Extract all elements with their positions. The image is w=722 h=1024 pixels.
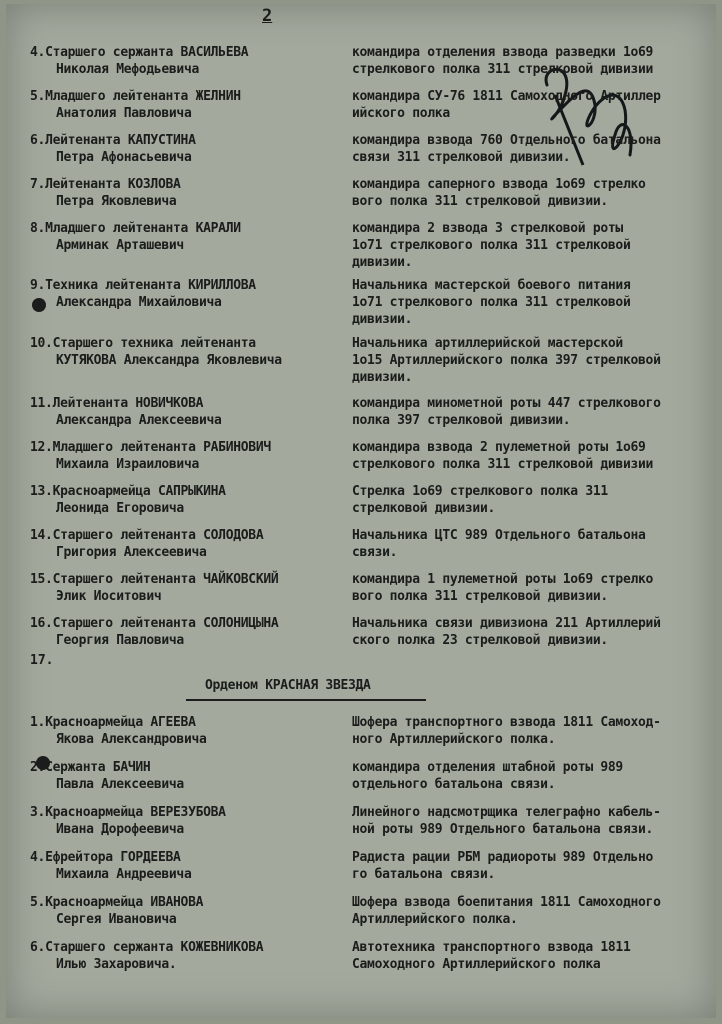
recipient-name — [30, 939, 335, 973]
position-line: командира 2 взвода 3 стрелковой роты — [352, 221, 623, 236]
given-names: Элик Иоситович — [56, 589, 162, 604]
position-line: стрелковой дивизии. — [352, 501, 496, 516]
rank-surname-text: Старшего лейтенанта СОЛОДОВА — [52, 528, 264, 543]
position-description — [352, 176, 717, 210]
recipient-name — [30, 804, 335, 838]
rank-surname — [30, 176, 335, 193]
recipient-name — [30, 439, 335, 473]
position-line: ного Артиллерийского полка. — [352, 732, 556, 747]
rank-surname-text: Младшего лейтенанта КАРАЛИ — [45, 221, 241, 236]
recipient-name — [30, 571, 335, 605]
entry-number: 3. — [30, 805, 46, 820]
position-line: Радиста рации РБМ радиороты 989 Отдельно — [352, 850, 654, 865]
recipient-name — [30, 714, 335, 748]
rank-surname-text: Лейтенанта НОВИЧКОВА — [52, 396, 204, 411]
position-description — [352, 44, 717, 78]
position-line: полка 397 стрелковой дивизии. — [352, 413, 571, 428]
position-line: Шофера транспортного взвода 1811 Самоход- — [352, 715, 661, 730]
rank-surname-text: Лейтенанта КОЗЛОВА — [45, 177, 181, 192]
rank-surname-text: Старшего сержанта ВАСИЛЬЕВА — [45, 45, 249, 60]
rank-surname — [30, 44, 335, 61]
position-line: командира отделения взвода разведки 1о69 — [352, 45, 654, 60]
position-line: отдельного батальона связи. — [352, 777, 556, 792]
position-line: вого полка 311 стрелковой дивизии. — [352, 589, 608, 604]
position-description — [352, 483, 717, 517]
rank-surname-text: Младшего лейтенанта РАБИНОВИЧ — [52, 440, 271, 455]
given-names: Николая Мефодьевича — [56, 62, 200, 77]
rank-surname-text: Старшего лейтенанта ЧАЙКОВСКИЙ — [52, 572, 279, 587]
position-description — [352, 759, 717, 793]
rank-surname-text: Старшего лейтенанта СОЛОНИЦЫНА — [52, 616, 279, 631]
position-line: связи. — [352, 545, 398, 560]
recipient-name — [30, 88, 335, 122]
position-line: командира отделения штабной роты 989 — [352, 760, 623, 775]
rank-surname — [30, 335, 335, 352]
position-line: го батальона связи. — [352, 867, 496, 882]
position-line: Стрелка 1о69 стрелкового полка 311 — [352, 484, 608, 499]
position-line: ийского полка — [352, 106, 450, 121]
given-names: Михаила Андреевича — [56, 867, 192, 882]
position-line: командира СУ-76 1811 Самоходного Артиллер — [352, 89, 661, 104]
rank-surname — [30, 439, 335, 456]
rank-surname-text: Сержанта БАЧИН — [45, 760, 151, 775]
position-line: стрелкового полка 311 стрелковой дивизии — [352, 62, 654, 77]
rank-surname — [30, 759, 335, 776]
rank-surname-text: Ефрейтора ГОРДЕЕВА — [45, 850, 181, 865]
rank-surname-text: Красноармейца САПРЫКИНА — [52, 484, 226, 499]
given-names: Леонида Егоровича — [56, 501, 184, 516]
position-description — [352, 132, 717, 166]
section-heading: Орденом КРАСНАЯ ЗВЕЗДА — [205, 678, 371, 693]
entry-number: 14. — [30, 528, 53, 543]
position-description — [352, 571, 717, 605]
position-line: ной роты 989 Отдельного батальона связи. — [352, 822, 654, 837]
given-names: Петра Афонасьевича — [56, 150, 192, 165]
position-description — [352, 527, 717, 561]
rank-surname — [30, 571, 335, 588]
position-description — [352, 335, 717, 386]
entry-number: 13. — [30, 484, 53, 499]
recipient-name — [30, 483, 335, 517]
entry-number: 4. — [30, 850, 46, 865]
position-line: Линейного надсмотрщика телеграфно кабель- — [352, 805, 661, 820]
entry-number: 10. — [30, 336, 53, 351]
rank-surname-text: Старшего сержанта КОЖЕВНИКОВА — [45, 940, 264, 955]
position-line: Начальника связи дивизиона 211 Артиллерий — [352, 616, 661, 631]
rank-surname — [30, 894, 335, 911]
position-description — [352, 714, 717, 748]
recipient-name — [30, 44, 335, 78]
entry-number: 11. — [30, 396, 53, 411]
rank-surname — [30, 804, 335, 821]
rank-surname — [30, 849, 335, 866]
position-line: командира взвода 760 Отдельного батальона — [352, 133, 661, 148]
given-names: Михаила Израиловича — [56, 457, 200, 472]
entry-number: 8. — [30, 221, 46, 236]
position-line: командира 1 пулеметной роты 1о69 стрелко — [352, 572, 654, 587]
recipient-name — [30, 615, 335, 649]
position-line: ского полка 23 стрелковой дивизии. — [352, 633, 608, 648]
given-names: КУТЯКОВА Александра Яковлевича — [56, 353, 282, 368]
entry-number: 9. — [30, 278, 46, 293]
given-names: Якова Александровича — [56, 732, 207, 747]
entry-number: 12. — [30, 440, 53, 455]
position-line: командира саперного взвода 1о69 стрелко — [352, 177, 646, 192]
given-names: Александра Алексеевича — [56, 413, 222, 428]
rank-surname-text: Красноармейца АГЕЕВА — [45, 715, 196, 730]
position-line: Шофера взвода боепитания 1811 Самоходного — [352, 895, 661, 910]
position-line: Самоходного Артиллерийского полка — [352, 957, 601, 972]
recipient-name — [30, 132, 335, 166]
rank-surname — [30, 483, 335, 500]
page-number: 2 — [262, 6, 273, 26]
given-names: Арминак Арташевич — [56, 238, 184, 253]
rank-surname-text: Красноармейца ИВАНОВА — [45, 895, 204, 910]
rank-surname-text: Младшего лейтенанта ЖЕЛНИН — [45, 89, 241, 104]
rank-surname — [30, 88, 335, 105]
rank-surname — [30, 714, 335, 731]
position-line: связи 311 стрелковой дивизии. — [352, 150, 571, 165]
rank-surname-text: Лейтенанта КАПУСТИНА — [45, 133, 196, 148]
recipient-name — [30, 335, 335, 369]
given-names: Григория Алексеевича — [56, 545, 207, 560]
entry-number: 15. — [30, 572, 53, 587]
given-names: Петра Яковлевича — [56, 194, 177, 209]
position-line: дивизии. — [352, 255, 413, 270]
position-line: Начальника артиллерийской мастерской — [352, 336, 623, 351]
position-line: Начальника ЦТС 989 Отдельного батальона — [352, 528, 646, 543]
position-description — [352, 615, 717, 649]
rank-surname-text: Техника лейтенанта КИРИЛЛОВА — [45, 278, 256, 293]
rank-surname — [30, 277, 335, 294]
position-description — [352, 849, 717, 883]
position-line: командира минометной роты 447 стрелкового — [352, 396, 661, 411]
position-line: дивизии. — [352, 370, 413, 385]
recipient-name — [30, 849, 335, 883]
recipient-name — [30, 176, 335, 210]
position-description — [352, 894, 717, 928]
recipient-name — [30, 395, 335, 429]
heading-underline — [186, 699, 426, 701]
rank-surname — [30, 939, 335, 956]
entry-number: 7. — [30, 177, 46, 192]
given-names: Ивана Дорофеевича — [56, 822, 184, 837]
given-names: Сергея Ивановича — [56, 912, 177, 927]
entry-number: 4. — [30, 45, 46, 60]
entry-number: 6. — [30, 133, 46, 148]
rank-surname-text: Красноармейца ВЕРЕЗУБОВА — [45, 805, 226, 820]
position-line: вого полка 311 стрелковой дивизии. — [352, 194, 608, 209]
rank-surname — [30, 132, 335, 149]
given-names: Павла Алексеевича — [56, 777, 184, 792]
entry-number-17: 17. — [30, 653, 54, 668]
rank-surname — [30, 527, 335, 544]
recipient-name — [30, 277, 335, 311]
position-description — [352, 439, 717, 473]
recipient-name — [30, 894, 335, 928]
rank-surname — [30, 395, 335, 412]
position-line: 1о71 стрелкового полка 311 стрелковой — [352, 238, 631, 253]
position-line: 1о71 стрелкового полка 311 стрелковой — [352, 295, 631, 310]
position-line: Начальника мастерской боевого питания — [352, 278, 631, 293]
recipient-name — [30, 220, 335, 254]
position-line: дивизии. — [352, 312, 413, 327]
position-line: 1о15 Артиллерийского полка 397 стрелковой — [352, 353, 661, 368]
recipient-name — [30, 759, 335, 793]
given-names: Илью Захаровича. — [56, 957, 177, 972]
given-names: Анатолия Павловича — [56, 106, 192, 121]
entry-number: 1. — [30, 715, 46, 730]
entry-number: 5. — [30, 89, 46, 104]
rank-surname-text: Старшего техника лейтенанта — [52, 336, 256, 351]
entry-number: 16. — [30, 616, 53, 631]
position-line: командира взвода 2 пулеметной роты 1о69 — [352, 440, 646, 455]
rank-surname — [30, 220, 335, 237]
entry-number: 6. — [30, 940, 46, 955]
position-description — [352, 395, 717, 429]
position-description — [352, 220, 717, 271]
given-names: Георгия Павловича — [56, 633, 184, 648]
position-line: Автотехника транспортного взвода 1811 — [352, 940, 631, 955]
position-description — [352, 939, 717, 973]
entry-number: 5. — [30, 895, 46, 910]
position-description — [352, 88, 717, 122]
position-description — [352, 804, 717, 838]
position-line: Артиллерийского полка. — [352, 912, 518, 927]
recipient-name — [30, 527, 335, 561]
entry-number: 2. — [30, 760, 46, 775]
position-line: стрелкового полка 311 стрелковой дивизии — [352, 457, 654, 472]
given-names: Александра Михайловича — [56, 295, 222, 310]
rank-surname — [30, 615, 335, 632]
position-description — [352, 277, 717, 328]
